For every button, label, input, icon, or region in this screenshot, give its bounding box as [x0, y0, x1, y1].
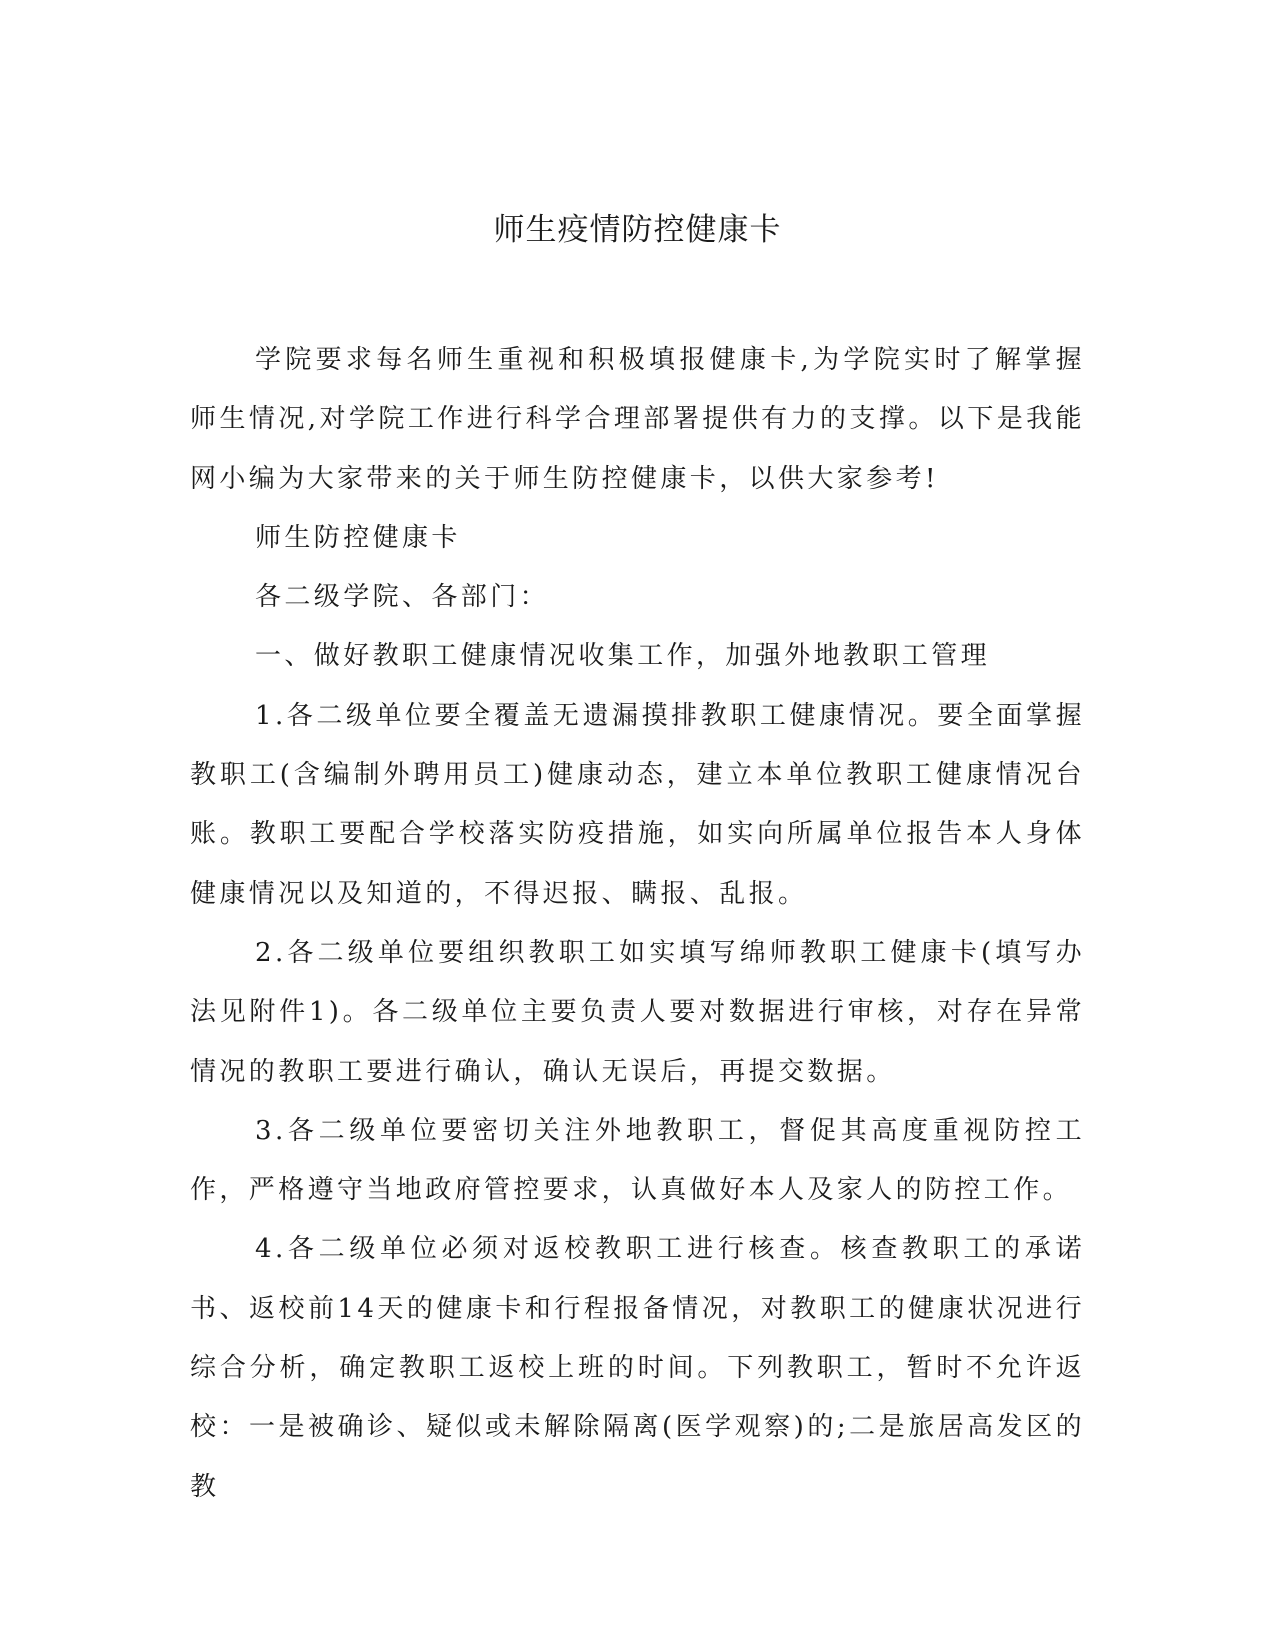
paragraph-section-heading: 一、做好教职工健康情况收集工作，加强外地教职工管理 [255, 641, 991, 672]
paragraph-item-4: 4.各二级单位必须对返校教职工进行核查。核查教职工的承诺书、返校前14天的健康卡和行程报备情况，对教职工的健康状况进行综合分析，确定教职工返校上班的时间。下列教职工，暂时不允许返校：一是被确诊、疑似或未解除隔离(医学观察)的;二是旅居高发区的教 [190, 1234, 1085, 1502]
paragraph-item-1: 1.各二级单位要全覆盖无遗漏摸排教职工健康情况。要全面掌握教职工(含编制外聘用员工)健康动态，建立本单位教职工健康情况台账。教职工要配合学校落实防疫措施，如实向所属单位报告本人身体健康情况以及知道的，不得迟报、瞒报、乱报。 [190, 700, 1085, 909]
document-body [190, 331, 1085, 1517]
document-title: 师生疫情防控健康卡 [493, 212, 782, 248]
paragraph-subtitle: 师生防控健康卡 [255, 522, 461, 553]
paragraph-item-2: 2.各二级单位要组织教职工如实填写绵师教职工健康卡(填写办法见附件1)。各二级单位主要负责人要对数据进行审核，对存在异常情况的教职工要进行确认，确认无误后，再提交数据。 [190, 937, 1085, 1087]
paragraph-intro: 学院要求每名师生重视和积极填报健康卡,为学院实时了解掌握师生情况,对学院工作进行科学合理部署提供有力的支撑。以下是我能网小编为大家带来的关于师生防控健康卡，以供大家参考! [190, 345, 1085, 494]
paragraph-item-3: 3.各二级单位要密切关注外地教职工，督促其高度重视防控工作，严格遵守当地政府管控要求，认真做好本人及家人的防控工作。 [190, 1115, 1085, 1206]
paragraph-salutation: 各二级学院、各部门： [255, 582, 550, 613]
